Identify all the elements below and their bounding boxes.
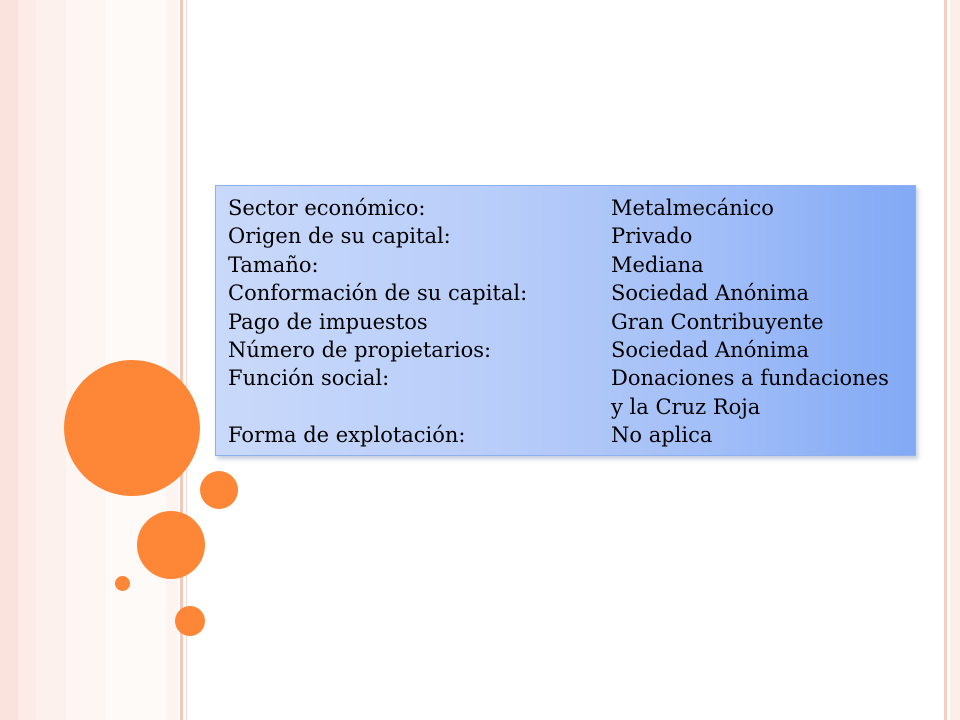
info-value: No aplica <box>611 423 713 448</box>
decorative-stripe <box>950 0 960 720</box>
info-value: Sociedad Anónima <box>611 338 810 363</box>
info-value: Mediana <box>611 252 704 277</box>
info-value: Donaciones a fundaciones <box>611 366 889 391</box>
decorative-circle-large <box>64 360 200 496</box>
info-row-owners <box>228 336 915 364</box>
info-label <box>228 393 611 421</box>
info-label: Origen de su capital: <box>228 224 451 249</box>
info-value: y la Cruz Roja <box>611 394 761 419</box>
decorative-circle <box>200 471 238 509</box>
info-value: Metalmecánico <box>611 196 774 220</box>
decorative-stripe <box>18 0 36 720</box>
info-row-taxes <box>228 308 915 336</box>
decorative-circle-medium <box>137 511 205 579</box>
info-label: Conformación de su capital: <box>228 281 528 306</box>
decorative-circle <box>175 606 205 636</box>
info-label: Forma de explotación: <box>228 423 466 448</box>
info-row-size <box>228 251 915 279</box>
company-info-box <box>215 185 916 456</box>
info-row-capital-origin <box>228 222 915 250</box>
decorative-stripe <box>166 0 178 720</box>
info-label: Sector económico: <box>228 196 426 220</box>
decorative-stripe <box>36 0 66 720</box>
info-row-exploitation <box>228 421 915 449</box>
info-label: Pago de impuestos <box>228 309 428 334</box>
info-row-social-function-cont <box>228 393 915 421</box>
info-label: Número de propietarios: <box>228 338 492 363</box>
info-row-sector <box>228 194 915 222</box>
info-value: Sociedad Anónima <box>611 281 810 306</box>
info-value: Privado <box>611 224 693 249</box>
decorative-circle-small <box>115 576 130 591</box>
info-label: Función social: <box>228 366 390 391</box>
info-value: Gran Contribuyente <box>611 309 824 334</box>
info-label: Tamaño: <box>228 252 319 277</box>
decorative-line <box>944 0 947 720</box>
decorative-stripe <box>66 0 106 720</box>
decorative-stripe <box>0 0 18 720</box>
info-row-capital-structure <box>228 279 915 307</box>
info-row-social-function <box>228 364 915 392</box>
